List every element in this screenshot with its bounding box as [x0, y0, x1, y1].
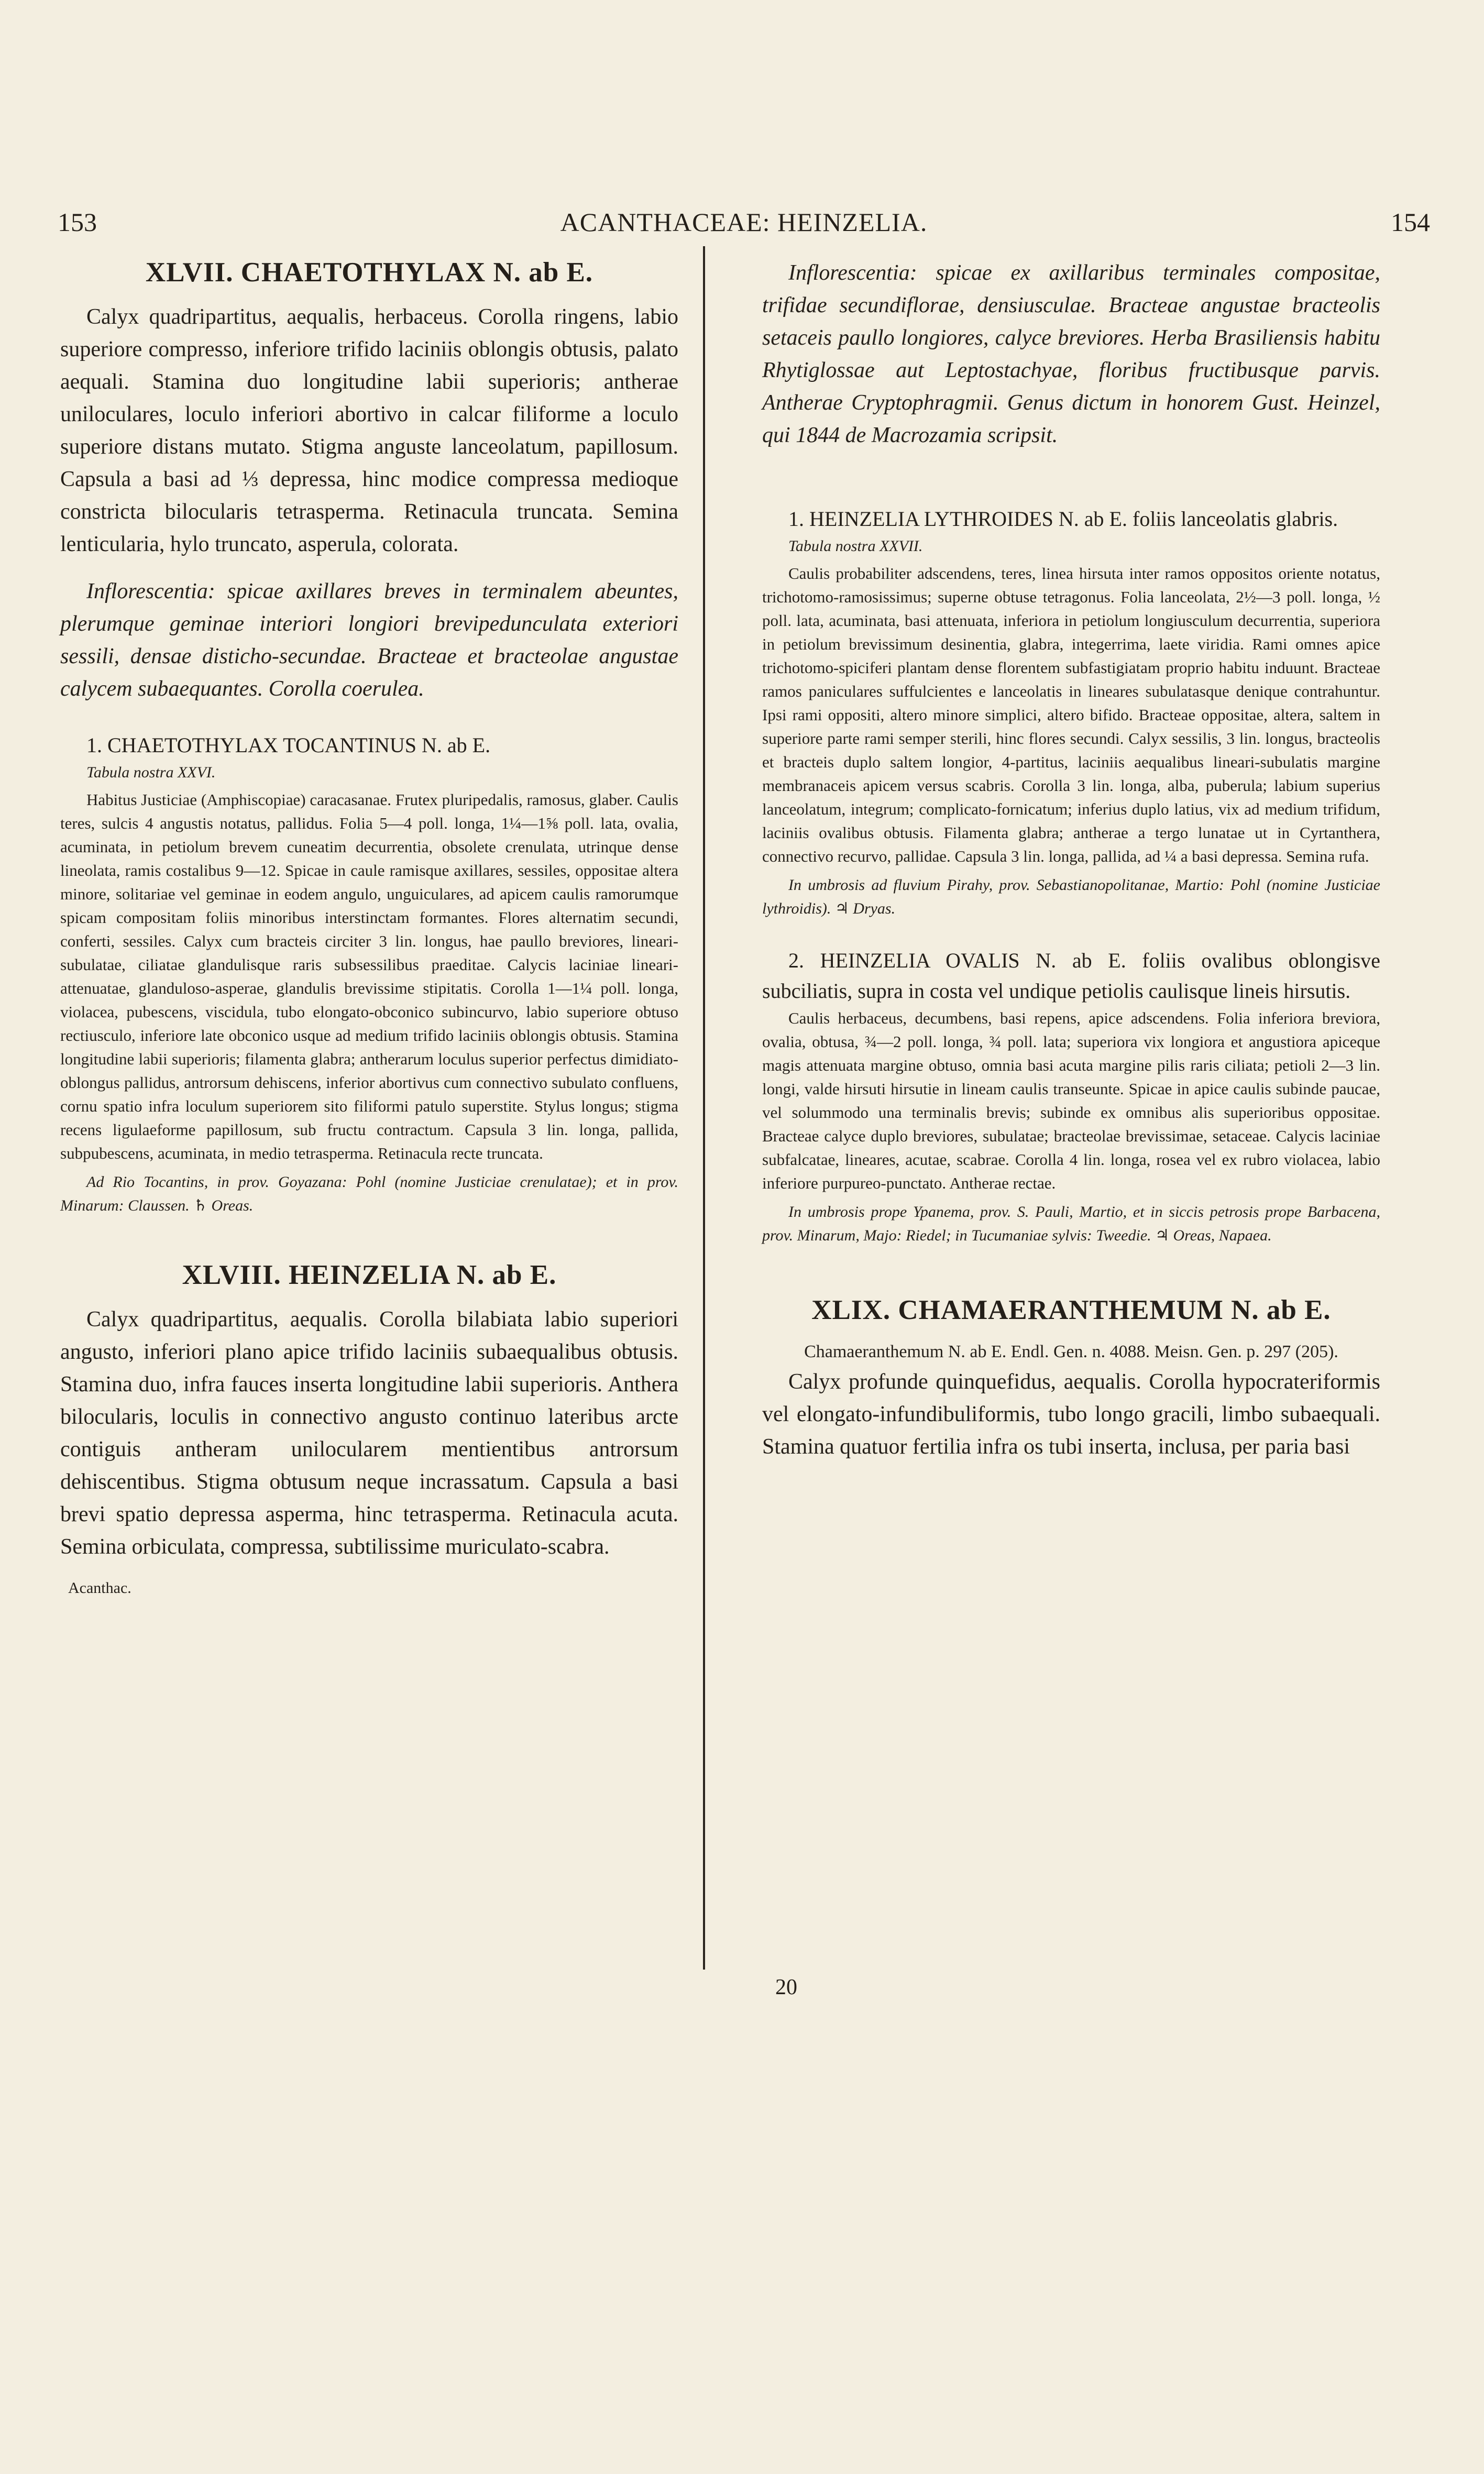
- genus-description: Calyx quadripartitus, aequalis. Corolla bilabiata labio superiori angusto, inferiori plano apice trifido laciniis subaequalibus obtusis. Stamina duo, infra fauces inserta longitudine labii superioris. Anthera bilocularis, loculis in connectivo angusto continuo lateribus arcte contiguis antheram unilocularem mentientibus antrorsum dehiscentibus. Stigma obtusum neque incrassatum. Capsula a basi brevi spatio depressa asperma, hinc tetrasperma. Retinacula acuta. Semina orbiculata, compressa, subtilissime muriculato-scabra.: [60, 1307, 678, 1559]
- running-head: ACANTHACEAE: HEINZELIA.: [560, 207, 928, 237]
- species-description: Caulis probabiliter adscendens, teres, linea hirsuta inter ramos oppositos oriente notatus, trichotomo-ramosissimus; superne obtuse tetragonus. Folia lanceolata, 2½—3 poll. longa, ½ poll. lata, acuminata, basi attenuata, inferiora in petiolum longiusculum decurrentia, superiora in petiolum brevissimum desinentia, glabra, integerrima, laete viridia. Rami omnes apice trichotomo-spiciferi plantam dense florentem subfastigiatam proprio habitu induunt. Bracteae ramos paniculares suffulcientes e lanceolatis in lineares subulatasque denique contrahuntur. Ipsi rami oppositi, altero minore simplici, altero bifido. Bracteae oppositae, altera, saltem in superiore parte rami semper sterili, hinc flores secundi. Calyx sessilis, 3 lin. longus, bracteolis et bracteis duplo saltem longior, 4-partitus, laciniis aequalibus lineari-subulatis margine membranaceis apicem versus scabris. Corolla 3 lin. longa, alba, puberula; labium superius lanceolatum, integrum; complicato-fornicatum; inferius duplo latius, vix ad medium trifidum, laciniis ovalibus obtusis. Filamenta glabra; antherae a tergo lunatae ut in Cyrtanthera, connectivo recurvo, pallidae. Capsula 3 lin. longa, pallida, ad ¼ a basi depressa. Semina rufa.: [762, 564, 1380, 865]
- plate-reference: Tabula nostra XXVII.: [788, 537, 923, 555]
- genus-heading-heinzelia: XLVIII. HEINZELIA N. ab E.: [182, 1260, 557, 1290]
- species-heading: 2. HEINZELIA OVALIS N. ab E. foliis ovalibus oblongisve subciliatis, supra in costa vel undique petiolis caulisque lineis hirsutis.: [762, 949, 1380, 1003]
- page-header: [58, 207, 1430, 249]
- column-divider: [703, 246, 705, 1970]
- genus-heading-chaetothylax: XLVII. CHAETOTHYLAX N. ab E.: [145, 257, 593, 288]
- plate-reference: Tabula nostra XXVI.: [86, 764, 216, 781]
- signature-line: [60, 1573, 678, 1598]
- genus-description: Calyx profunde quinquefidus, aequalis. Corolla hypocrateriformis vel elongato-infundibuliformis, tubo longo gracili, limbo subaequali. Stamina quatuor fertilia infra os tubi inserta, inclusa, per paria basi: [762, 1370, 1380, 1459]
- inflorescence-note: Inflorescentia: spicae axillares breves in terminalem abeuntes, plerumque geminae interiori longiori brevipedunculata exteriori sessili, densae disticho-secundae. Bracteae et bracteolae angustae calycem subaequantes. Corolla coerulea.: [60, 579, 678, 701]
- signature-mark: Acanthac.: [68, 1579, 131, 1597]
- species-heading: 1. CHAETOTHYLAX TOCANTINUS N. ab E.: [86, 733, 491, 757]
- genus-description: Calyx quadripartitus, aequalis, herbaceus. Corolla ringens, labio superiore compresso, inferiore trifido laciniis oblongis obtusis, palato aequali. Stamina duo longitudine labii superioris; antherae uniloculares, loculo inferiori abortivo in calcar filiforme a loculo superiore distans mutato. Stigma anguste lanceolatum, papillosum. Capsula a basi ad ⅓ depressa, hinc modice compressa medioque constricta bilocularis tetrasperma. Retinacula truncata. Semina lenticularia, hylo truncato, asperula, colorata.: [60, 305, 678, 556]
- species-heading: 1. HEINZELIA LYTHROIDES N. ab E. foliis lanceolatis glabris.: [788, 507, 1338, 531]
- page-number-left: 153: [58, 207, 97, 237]
- species-description: Habitus Justiciae (Amphiscopiae) caracasanae. Frutex pluripedalis, ramosus, glaber. Caulis teres, sulcis 4 angustis notatus, pallidus. Folia 5—4 poll. longa, 1¼—1⅝ poll. lata, ovalia, acuminata, in petiolum brevem cuneatim decurrentia, obsolete crenulata, utrinque dense lineolata, ramis costalibus 9—12. Spicae in caule ramisque axillares, sessiles, oppositae altera minore, solitariae vel geminae in eodem angulo, unguiculares, ad apicem caulis ramorumque spicam compositam foliis minoribus interstinctam formantes. Flores alternatim secundi, conferti, sessiles. Calyx cum bracteis circiter 3 lin. longus, hae paullo breviores, lineari-subulatae, ciliatae glandulisque raris subsessilibus praeditae. Calycis laciniae lineari-attenuatae, glanduloso-asperae, glandulis brevissime stipitatis. Corolla 1—1¼ poll. longa, violacea, pubescens, viscidula, tubo elongato-obconico subincurvo, labio superiore obtuso rectiusculo, inferiore late obconico usque ad medium trifido laciniis oblongis obtusis. Stamina longitudine labii superioris; filamenta glabra; antherarum loculus superior perfectus dimidiato-oblongus pallidus, antrorsum dehiscens, inferior abortivus cum connectivo subulato confluens, cornu spatio infra loculum superiorem sito filiformi patulo superstite. Stylus longus; stigma recens ligulaeforme papillosum, sub fructu contractum. Capsula 3 lin. longa, pallida, subpubescens, acuminata, in medio tetrasperma. Retinacula recte truncata.: [60, 790, 678, 1162]
- right-column: [762, 257, 1380, 1463]
- left-column: [60, 257, 678, 1598]
- synonymy: Chamaeranthemum N. ab E. Endl. Gen. n. 4088. Meisn. Gen. p. 297 (205).: [804, 1342, 1338, 1361]
- locality-note: In umbrosis ad fluvium Pirahy, prov. Sebastianopolitanae, Martio: Pohl (nomine Justiciae lythroidis). ♃ Dryas.: [762, 876, 1380, 917]
- genus-heading-chamaeranthemum: XLIX. CHAMAERANTHEMUM N. ab E.: [811, 1295, 1331, 1325]
- page-number-right: 154: [1391, 207, 1430, 237]
- locality-note: Ad Rio Tocantins, in prov. Goyazana: Pohl (nomine Justiciae crenulatae); et in prov. Minarum: Claussen. ♄ Oreas.: [60, 1173, 678, 1214]
- signature-number: 20: [775, 1975, 797, 1999]
- inflorescence-note: Inflorescentia: spicae ex axillaribus terminales compositae, trifidae secundiflorae, densiusculae. Bracteae angustae bracteolis setaceis paullo longiores, calyce breviores. Herba Brasiliensis habitu Rhytiglossae aut Leptostachyae, floribus fructibusque parvis. Antherae Cryptophragmii. Genus dictum in honorem Gust. Heinzel, qui 1844 de Macrozamia scripsit.: [762, 261, 1380, 447]
- species-description: Caulis herbaceus, decumbens, basi repens, apice adscendens. Folia inferiora breviora, ovalia, obtusa, ¾—2 poll. longa, ¾ poll. lata; superiora vix longiora et angustiora apiceque magis attenuata margine obtuso, omnia basi acuta margine pilis raris ciliata; petioli 2—3 lin. longi, valde hirsuti hirsutie in lineam caulis transeunte. Spicae in apice caulis subinde paucae, vel solummodo una terminalis brevis; subinde ex omnibus alis superioribus oppositae. Bracteae calyce duplo breviores, subulatae; bracteolae brevissimae, setaceae. Calycis laciniae subfalcatae, lineares, acutae, scabrae. Corolla 4 lin. longa, rosea vel ex rubro violacea, labio inferiore purpureo-punctato. Antherae rectae.: [762, 1009, 1380, 1192]
- locality-note: In umbrosis prope Ypanema, prov. S. Pauli, Martio, et in siccis petrosis prope Barbacena, prov. Minarum, Majo: Riedel; in Tucumaniae sylvis: Tweedie. ♃ Oreas, Napaea.: [762, 1203, 1380, 1244]
